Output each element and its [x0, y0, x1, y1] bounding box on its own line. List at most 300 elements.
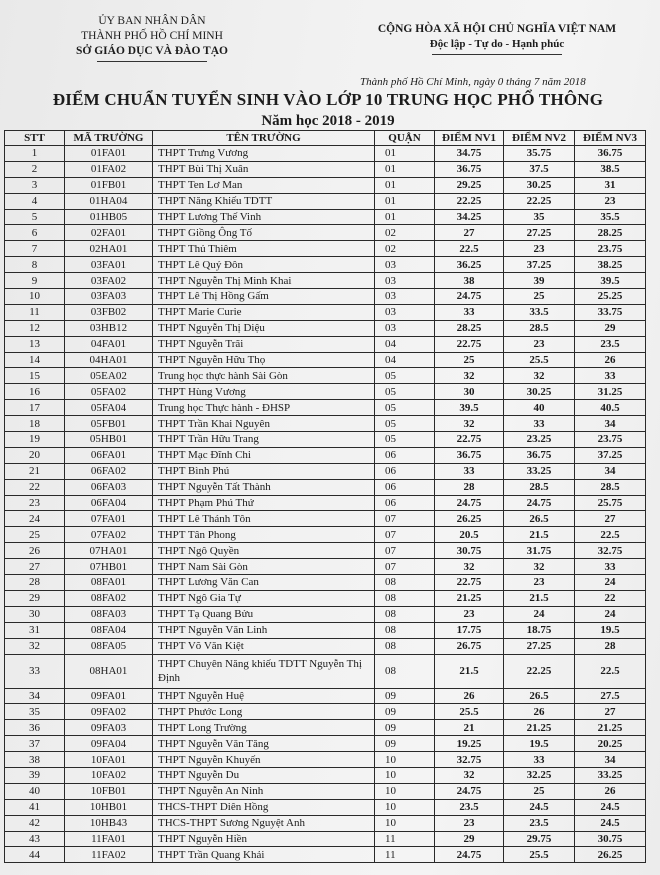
cell-ten-truong: THPT Nam Sài Gòn [153, 559, 375, 575]
cell-quan: 03 [375, 289, 435, 305]
cell-stt: 15 [5, 368, 65, 384]
table-row [5, 511, 646, 527]
col-header-quan: QUẬN [375, 131, 435, 146]
cell-quan: 05 [375, 368, 435, 384]
cell-ma-truong: 04HA01 [65, 352, 153, 368]
table-row [5, 831, 646, 847]
cell-ten-truong: THPT Tạ Quang Bửu [153, 606, 375, 622]
cell-diem-nv1: 21.25 [435, 590, 504, 606]
cell-diem-nv3: 29 [575, 320, 646, 336]
cell-quan: 08 [375, 575, 435, 591]
cell-diem-nv2: 33 [504, 416, 575, 432]
cell-ten-truong: THPT Trưng Vương [153, 146, 375, 162]
cell-diem-nv1: 29.25 [435, 177, 504, 193]
cell-stt: 12 [5, 320, 65, 336]
cell-diem-nv3: 34 [575, 463, 646, 479]
cell-ten-truong: THPT Nguyễn Thị Diệu [153, 320, 375, 336]
cell-ten-truong: THPT Ngô Gia Tự [153, 590, 375, 606]
cell-ten-truong: THPT Ten Lơ Man [153, 177, 375, 193]
cell-diem-nv1: 32 [435, 559, 504, 575]
admission-score-table [4, 130, 646, 863]
cell-diem-nv2: 30.25 [504, 177, 575, 193]
issuer-line-2: THÀNH PHỐ HỒ CHÍ MINH [81, 30, 223, 42]
cell-diem-nv1: 28 [435, 479, 504, 495]
table-row [5, 654, 646, 688]
cell-stt: 34 [5, 688, 65, 704]
cell-diem-nv3: 40.5 [575, 400, 646, 416]
cell-diem-nv2: 21.5 [504, 590, 575, 606]
cell-stt: 39 [5, 767, 65, 783]
cell-ten-truong: THPT Thủ Thiêm [153, 241, 375, 257]
cell-ten-truong: THPT Lê Thị Hồng Gấm [153, 289, 375, 305]
cell-diem-nv2: 23 [504, 336, 575, 352]
table-row [5, 209, 646, 225]
cell-ma-truong: 11FA02 [65, 847, 153, 863]
table-row [5, 575, 646, 591]
table-row [5, 815, 646, 831]
cell-ma-truong: 08FA04 [65, 622, 153, 638]
cell-ten-truong: THPT Hùng Vương [153, 384, 375, 400]
cell-ten-truong: THPT Nguyễn An Ninh [153, 783, 375, 799]
cell-diem-nv3: 24 [575, 606, 646, 622]
cell-ten-truong: THPT Bùi Thị Xuân [153, 161, 375, 177]
cell-diem-nv2: 32 [504, 559, 575, 575]
cell-diem-nv2: 21.5 [504, 527, 575, 543]
cell-ten-truong: THPT Nguyễn Văn Tăng [153, 736, 375, 752]
cell-stt: 19 [5, 432, 65, 448]
table-row [5, 638, 646, 654]
cell-ten-truong: THPT Nguyễn Khuyến [153, 752, 375, 768]
cell-quan: 07 [375, 559, 435, 575]
cell-quan: 10 [375, 767, 435, 783]
cell-stt: 9 [5, 273, 65, 289]
cell-quan: 07 [375, 527, 435, 543]
cell-diem-nv1: 20.5 [435, 527, 504, 543]
cell-ten-truong: THPT Trần Hữu Trang [153, 432, 375, 448]
table-row [5, 273, 646, 289]
cell-ma-truong: 01HA04 [65, 193, 153, 209]
cell-stt: 44 [5, 847, 65, 863]
cell-ma-truong: 07FA01 [65, 511, 153, 527]
table-row [5, 622, 646, 638]
cell-quan: 06 [375, 463, 435, 479]
cell-diem-nv1: 22.25 [435, 193, 504, 209]
cell-diem-nv1: 23 [435, 815, 504, 831]
cell-diem-nv3: 23.5 [575, 336, 646, 352]
cell-stt: 11 [5, 304, 65, 320]
cell-diem-nv2: 26.5 [504, 688, 575, 704]
cell-ten-truong: THPT Lê Thánh Tôn [153, 511, 375, 527]
table-row [5, 559, 646, 575]
table-row [5, 161, 646, 177]
table-row [5, 606, 646, 622]
cell-diem-nv3: 34 [575, 752, 646, 768]
cell-diem-nv3: 24 [575, 575, 646, 591]
cell-ten-truong: THPT Nguyễn Thị Minh Khai [153, 273, 375, 289]
cell-diem-nv1: 32.75 [435, 752, 504, 768]
cell-ten-truong: Trung học Thực hành - ĐHSP [153, 400, 375, 416]
cell-quan: 10 [375, 752, 435, 768]
cell-diem-nv2: 25 [504, 783, 575, 799]
cell-diem-nv2: 30.25 [504, 384, 575, 400]
cell-ten-truong: THPT Nguyễn Huệ [153, 688, 375, 704]
issuer-header [52, 14, 252, 62]
table-row [5, 177, 646, 193]
table-row [5, 736, 646, 752]
cell-stt: 37 [5, 736, 65, 752]
school-year: Năm học 2018 - 2019 [261, 113, 395, 129]
cell-ma-truong: 05FB01 [65, 416, 153, 432]
cell-ma-truong: 04FA01 [65, 336, 153, 352]
cell-stt: 26 [5, 543, 65, 559]
table-row [5, 336, 646, 352]
cell-stt: 20 [5, 447, 65, 463]
cell-quan: 05 [375, 416, 435, 432]
cell-quan: 01 [375, 146, 435, 162]
cell-diem-nv2: 27.25 [504, 225, 575, 241]
cell-diem-nv3: 28 [575, 638, 646, 654]
cell-diem-nv3: 26 [575, 352, 646, 368]
cell-ma-truong: 08FA01 [65, 575, 153, 591]
table-row [5, 752, 646, 768]
cell-diem-nv2: 35 [504, 209, 575, 225]
cell-diem-nv3: 21.25 [575, 720, 646, 736]
cell-ten-truong: THPT Lê Quý Đôn [153, 257, 375, 273]
cell-quan: 03 [375, 320, 435, 336]
cell-diem-nv1: 30.75 [435, 543, 504, 559]
cell-ten-truong: THPT Tân Phong [153, 527, 375, 543]
cell-diem-nv1: 32 [435, 368, 504, 384]
table-row [5, 304, 646, 320]
table-row [5, 527, 646, 543]
cell-diem-nv1: 34.25 [435, 209, 504, 225]
cell-diem-nv3: 25.25 [575, 289, 646, 305]
table-row [5, 783, 646, 799]
cell-quan: 03 [375, 273, 435, 289]
cell-quan: 06 [375, 495, 435, 511]
cell-quan: 07 [375, 511, 435, 527]
cell-diem-nv1: 32 [435, 416, 504, 432]
cell-diem-nv2: 29.75 [504, 831, 575, 847]
cell-ten-truong: THPT Mạc Đĩnh Chi [153, 447, 375, 463]
cell-diem-nv2: 26.5 [504, 511, 575, 527]
cell-stt: 38 [5, 752, 65, 768]
cell-diem-nv3: 38.25 [575, 257, 646, 273]
cell-quan: 01 [375, 193, 435, 209]
cell-ma-truong: 03FA01 [65, 257, 153, 273]
cell-ten-truong: THPT Phước Long [153, 704, 375, 720]
document-title: ĐIỂM CHUẨN TUYỂN SINH VÀO LỚP 10 TRUNG HỌC PHỔ THÔNG [52, 90, 604, 109]
cell-diem-nv3: 20.25 [575, 736, 646, 752]
cell-diem-nv2: 21.25 [504, 720, 575, 736]
cell-quan: 09 [375, 704, 435, 720]
cell-stt: 28 [5, 575, 65, 591]
cell-diem-nv2: 35.75 [504, 146, 575, 162]
cell-stt: 42 [5, 815, 65, 831]
cell-diem-nv3: 22.5 [575, 527, 646, 543]
cell-diem-nv3: 27 [575, 704, 646, 720]
cell-diem-nv2: 22.25 [504, 193, 575, 209]
cell-ma-truong: 05FA02 [65, 384, 153, 400]
cell-diem-nv3: 33.75 [575, 304, 646, 320]
cell-ma-truong: 06FA02 [65, 463, 153, 479]
cell-diem-nv1: 34.75 [435, 146, 504, 162]
cell-ma-truong: 09FA04 [65, 736, 153, 752]
table-row [5, 688, 646, 704]
cell-ten-truong: THPT Marie Curie [153, 304, 375, 320]
cell-quan: 03 [375, 257, 435, 273]
cell-diem-nv3: 34 [575, 416, 646, 432]
cell-stt: 41 [5, 799, 65, 815]
cell-diem-nv2: 24 [504, 606, 575, 622]
cell-ten-truong: Trung học thực hành Sài Gòn [153, 368, 375, 384]
cell-stt: 43 [5, 831, 65, 847]
cell-stt: 6 [5, 225, 65, 241]
cell-quan: 04 [375, 352, 435, 368]
table-row [5, 384, 646, 400]
cell-ten-truong: THPT Võ Văn Kiệt [153, 638, 375, 654]
cell-quan: 06 [375, 447, 435, 463]
national-motto: CỘNG HÒA XÃ HỘI CHỦ NGHĨA VIỆT NAM [377, 23, 617, 35]
national-underline [432, 54, 562, 55]
cell-stt: 31 [5, 622, 65, 638]
cell-diem-nv2: 33 [504, 752, 575, 768]
cell-diem-nv2: 26 [504, 704, 575, 720]
cell-stt: 13 [5, 336, 65, 352]
table-row [5, 463, 646, 479]
cell-ma-truong: 10HB43 [65, 815, 153, 831]
col-header-stt: STT [5, 131, 65, 146]
cell-stt: 18 [5, 416, 65, 432]
cell-diem-nv3: 38.5 [575, 161, 646, 177]
cell-diem-nv2: 32.25 [504, 767, 575, 783]
cell-diem-nv3: 26.25 [575, 847, 646, 863]
cell-quan: 08 [375, 590, 435, 606]
cell-ma-truong: 10FB01 [65, 783, 153, 799]
cell-ma-truong: 10HB01 [65, 799, 153, 815]
cell-quan: 01 [375, 209, 435, 225]
table-row [5, 289, 646, 305]
cell-diem-nv3: 19.5 [575, 622, 646, 638]
cell-stt: 40 [5, 783, 65, 799]
table-row [5, 447, 646, 463]
cell-ten-truong: THCS-THPT Sương Nguyệt Anh [153, 815, 375, 831]
cell-ma-truong: 08FA02 [65, 590, 153, 606]
table-row [5, 432, 646, 448]
cell-quan: 08 [375, 622, 435, 638]
cell-diem-nv1: 24.75 [435, 289, 504, 305]
col-header-nv1: ĐIỂM NV1 [435, 131, 504, 146]
cell-stt: 14 [5, 352, 65, 368]
cell-diem-nv2: 23.5 [504, 815, 575, 831]
cell-quan: 08 [375, 606, 435, 622]
cell-ma-truong: 03FA03 [65, 289, 153, 305]
cell-diem-nv2: 23.25 [504, 432, 575, 448]
cell-diem-nv3: 23.75 [575, 432, 646, 448]
cell-diem-nv2: 22.25 [504, 654, 575, 688]
cell-quan: 05 [375, 400, 435, 416]
national-header [352, 22, 642, 55]
cell-ma-truong: 01FA02 [65, 161, 153, 177]
cell-ten-truong: THPT Trần Quang Khải [153, 847, 375, 863]
cell-ma-truong: 02HA01 [65, 241, 153, 257]
cell-ma-truong: 10FA01 [65, 752, 153, 768]
cell-diem-nv2: 25 [504, 289, 575, 305]
cell-diem-nv3: 24.5 [575, 815, 646, 831]
cell-diem-nv2: 25.5 [504, 352, 575, 368]
cell-ma-truong: 07HA01 [65, 543, 153, 559]
cell-stt: 32 [5, 638, 65, 654]
cell-ten-truong: THPT Nguyễn Hiền [153, 831, 375, 847]
cell-diem-nv2: 32 [504, 368, 575, 384]
cell-ma-truong: 02FA01 [65, 225, 153, 241]
cell-diem-nv1: 32 [435, 767, 504, 783]
table-row [5, 479, 646, 495]
cell-quan: 11 [375, 847, 435, 863]
cell-diem-nv1: 24.75 [435, 783, 504, 799]
cell-diem-nv2: 39 [504, 273, 575, 289]
cell-stt: 35 [5, 704, 65, 720]
cell-diem-nv1: 22.75 [435, 432, 504, 448]
cell-stt: 25 [5, 527, 65, 543]
cell-stt: 2 [5, 161, 65, 177]
cell-ten-truong: THPT Long Trường [153, 720, 375, 736]
cell-diem-nv3: 28.25 [575, 225, 646, 241]
cell-ma-truong: 06FA04 [65, 495, 153, 511]
table-row [5, 416, 646, 432]
issuer-line-1: ỦY BAN NHÂN DÂN [98, 15, 206, 27]
cell-stt: 21 [5, 463, 65, 479]
cell-diem-nv1: 36.75 [435, 447, 504, 463]
cell-ma-truong: 08FA03 [65, 606, 153, 622]
cell-diem-nv1: 27 [435, 225, 504, 241]
cell-ma-truong: 09FA01 [65, 688, 153, 704]
cell-ma-truong: 06FA03 [65, 479, 153, 495]
cell-stt: 33 [5, 654, 65, 688]
cell-quan: 09 [375, 720, 435, 736]
cell-diem-nv2: 19.5 [504, 736, 575, 752]
cell-diem-nv1: 22.75 [435, 336, 504, 352]
cell-diem-nv3: 23 [575, 193, 646, 209]
table-row [5, 368, 646, 384]
cell-diem-nv2: 18.75 [504, 622, 575, 638]
cell-ma-truong: 01FB01 [65, 177, 153, 193]
cell-diem-nv3: 27 [575, 511, 646, 527]
cell-stt: 29 [5, 590, 65, 606]
cell-ma-truong: 03HB12 [65, 320, 153, 336]
cell-stt: 3 [5, 177, 65, 193]
cell-quan: 10 [375, 783, 435, 799]
cell-ten-truong: THPT Giồng Ông Tố [153, 225, 375, 241]
cell-diem-nv3: 31.25 [575, 384, 646, 400]
cell-ma-truong: 09FA02 [65, 704, 153, 720]
table-row [5, 543, 646, 559]
cell-stt: 30 [5, 606, 65, 622]
cell-diem-nv1: 33 [435, 463, 504, 479]
cell-ten-truong: THPT Nguyễn Hữu Thọ [153, 352, 375, 368]
cell-diem-nv1: 24.75 [435, 847, 504, 863]
table-row [5, 400, 646, 416]
table-row [5, 704, 646, 720]
cell-ma-truong: 05EA02 [65, 368, 153, 384]
cell-ma-truong: 03FB02 [65, 304, 153, 320]
issuer-underline [97, 61, 207, 62]
cell-ten-truong: THPT Ngô Quyền [153, 543, 375, 559]
cell-quan: 01 [375, 161, 435, 177]
table-row [5, 193, 646, 209]
cell-quan: 04 [375, 336, 435, 352]
cell-diem-nv1: 24.75 [435, 495, 504, 511]
cell-ma-truong: 01HB05 [65, 209, 153, 225]
cell-stt: 16 [5, 384, 65, 400]
col-header-ten-truong: TÊN TRƯỜNG [153, 131, 375, 146]
cell-ma-truong: 07HB01 [65, 559, 153, 575]
cell-diem-nv2: 31.75 [504, 543, 575, 559]
table-row [5, 590, 646, 606]
table-header-row [5, 131, 646, 146]
cell-quan: 08 [375, 654, 435, 688]
cell-diem-nv3: 23.75 [575, 241, 646, 257]
cell-stt: 24 [5, 511, 65, 527]
table-row [5, 799, 646, 815]
cell-diem-nv2: 27.25 [504, 638, 575, 654]
cell-diem-nv1: 23 [435, 606, 504, 622]
cell-diem-nv3: 28.5 [575, 479, 646, 495]
cell-diem-nv1: 29 [435, 831, 504, 847]
cell-stt: 4 [5, 193, 65, 209]
cell-diem-nv1: 22.75 [435, 575, 504, 591]
cell-quan: 10 [375, 799, 435, 815]
cell-ma-truong: 03FA02 [65, 273, 153, 289]
table-row [5, 241, 646, 257]
cell-ten-truong: THPT Lương Văn Can [153, 575, 375, 591]
cell-stt: 27 [5, 559, 65, 575]
cell-diem-nv1: 26 [435, 688, 504, 704]
cell-diem-nv1: 36.75 [435, 161, 504, 177]
cell-quan: 02 [375, 241, 435, 257]
cell-diem-nv3: 24.5 [575, 799, 646, 815]
cell-ten-truong: THPT Nguyễn Tất Thành [153, 479, 375, 495]
cell-diem-nv1: 21 [435, 720, 504, 736]
cell-quan: 10 [375, 815, 435, 831]
cell-diem-nv1: 30 [435, 384, 504, 400]
cell-diem-nv3: 22.5 [575, 654, 646, 688]
cell-stt: 36 [5, 720, 65, 736]
cell-diem-nv1: 23.5 [435, 799, 504, 815]
cell-diem-nv2: 36.75 [504, 447, 575, 463]
cell-quan: 09 [375, 736, 435, 752]
cell-ten-truong: THPT Phạm Phú Thứ [153, 495, 375, 511]
cell-diem-nv3: 33.25 [575, 767, 646, 783]
cell-stt: 17 [5, 400, 65, 416]
national-slogan: Độc lập - Tự do - Hạnh phúc [429, 38, 565, 50]
cell-stt: 7 [5, 241, 65, 257]
cell-quan: 09 [375, 688, 435, 704]
cell-quan: 08 [375, 638, 435, 654]
table-row [5, 495, 646, 511]
cell-diem-nv3: 31 [575, 177, 646, 193]
issuer-line-3: SỞ GIÁO DỤC VÀ ĐÀO TẠO [76, 45, 228, 57]
cell-diem-nv2: 37.25 [504, 257, 575, 273]
cell-ma-truong: 05FA04 [65, 400, 153, 416]
cell-quan: 05 [375, 384, 435, 400]
col-header-nv3: ĐIỂM NV3 [575, 131, 646, 146]
cell-diem-nv1: 19.25 [435, 736, 504, 752]
cell-diem-nv3: 33 [575, 559, 646, 575]
cell-ma-truong: 06FA01 [65, 447, 153, 463]
cell-ten-truong: THPT Nguyễn Văn Linh [153, 622, 375, 638]
cell-diem-nv1: 17.75 [435, 622, 504, 638]
